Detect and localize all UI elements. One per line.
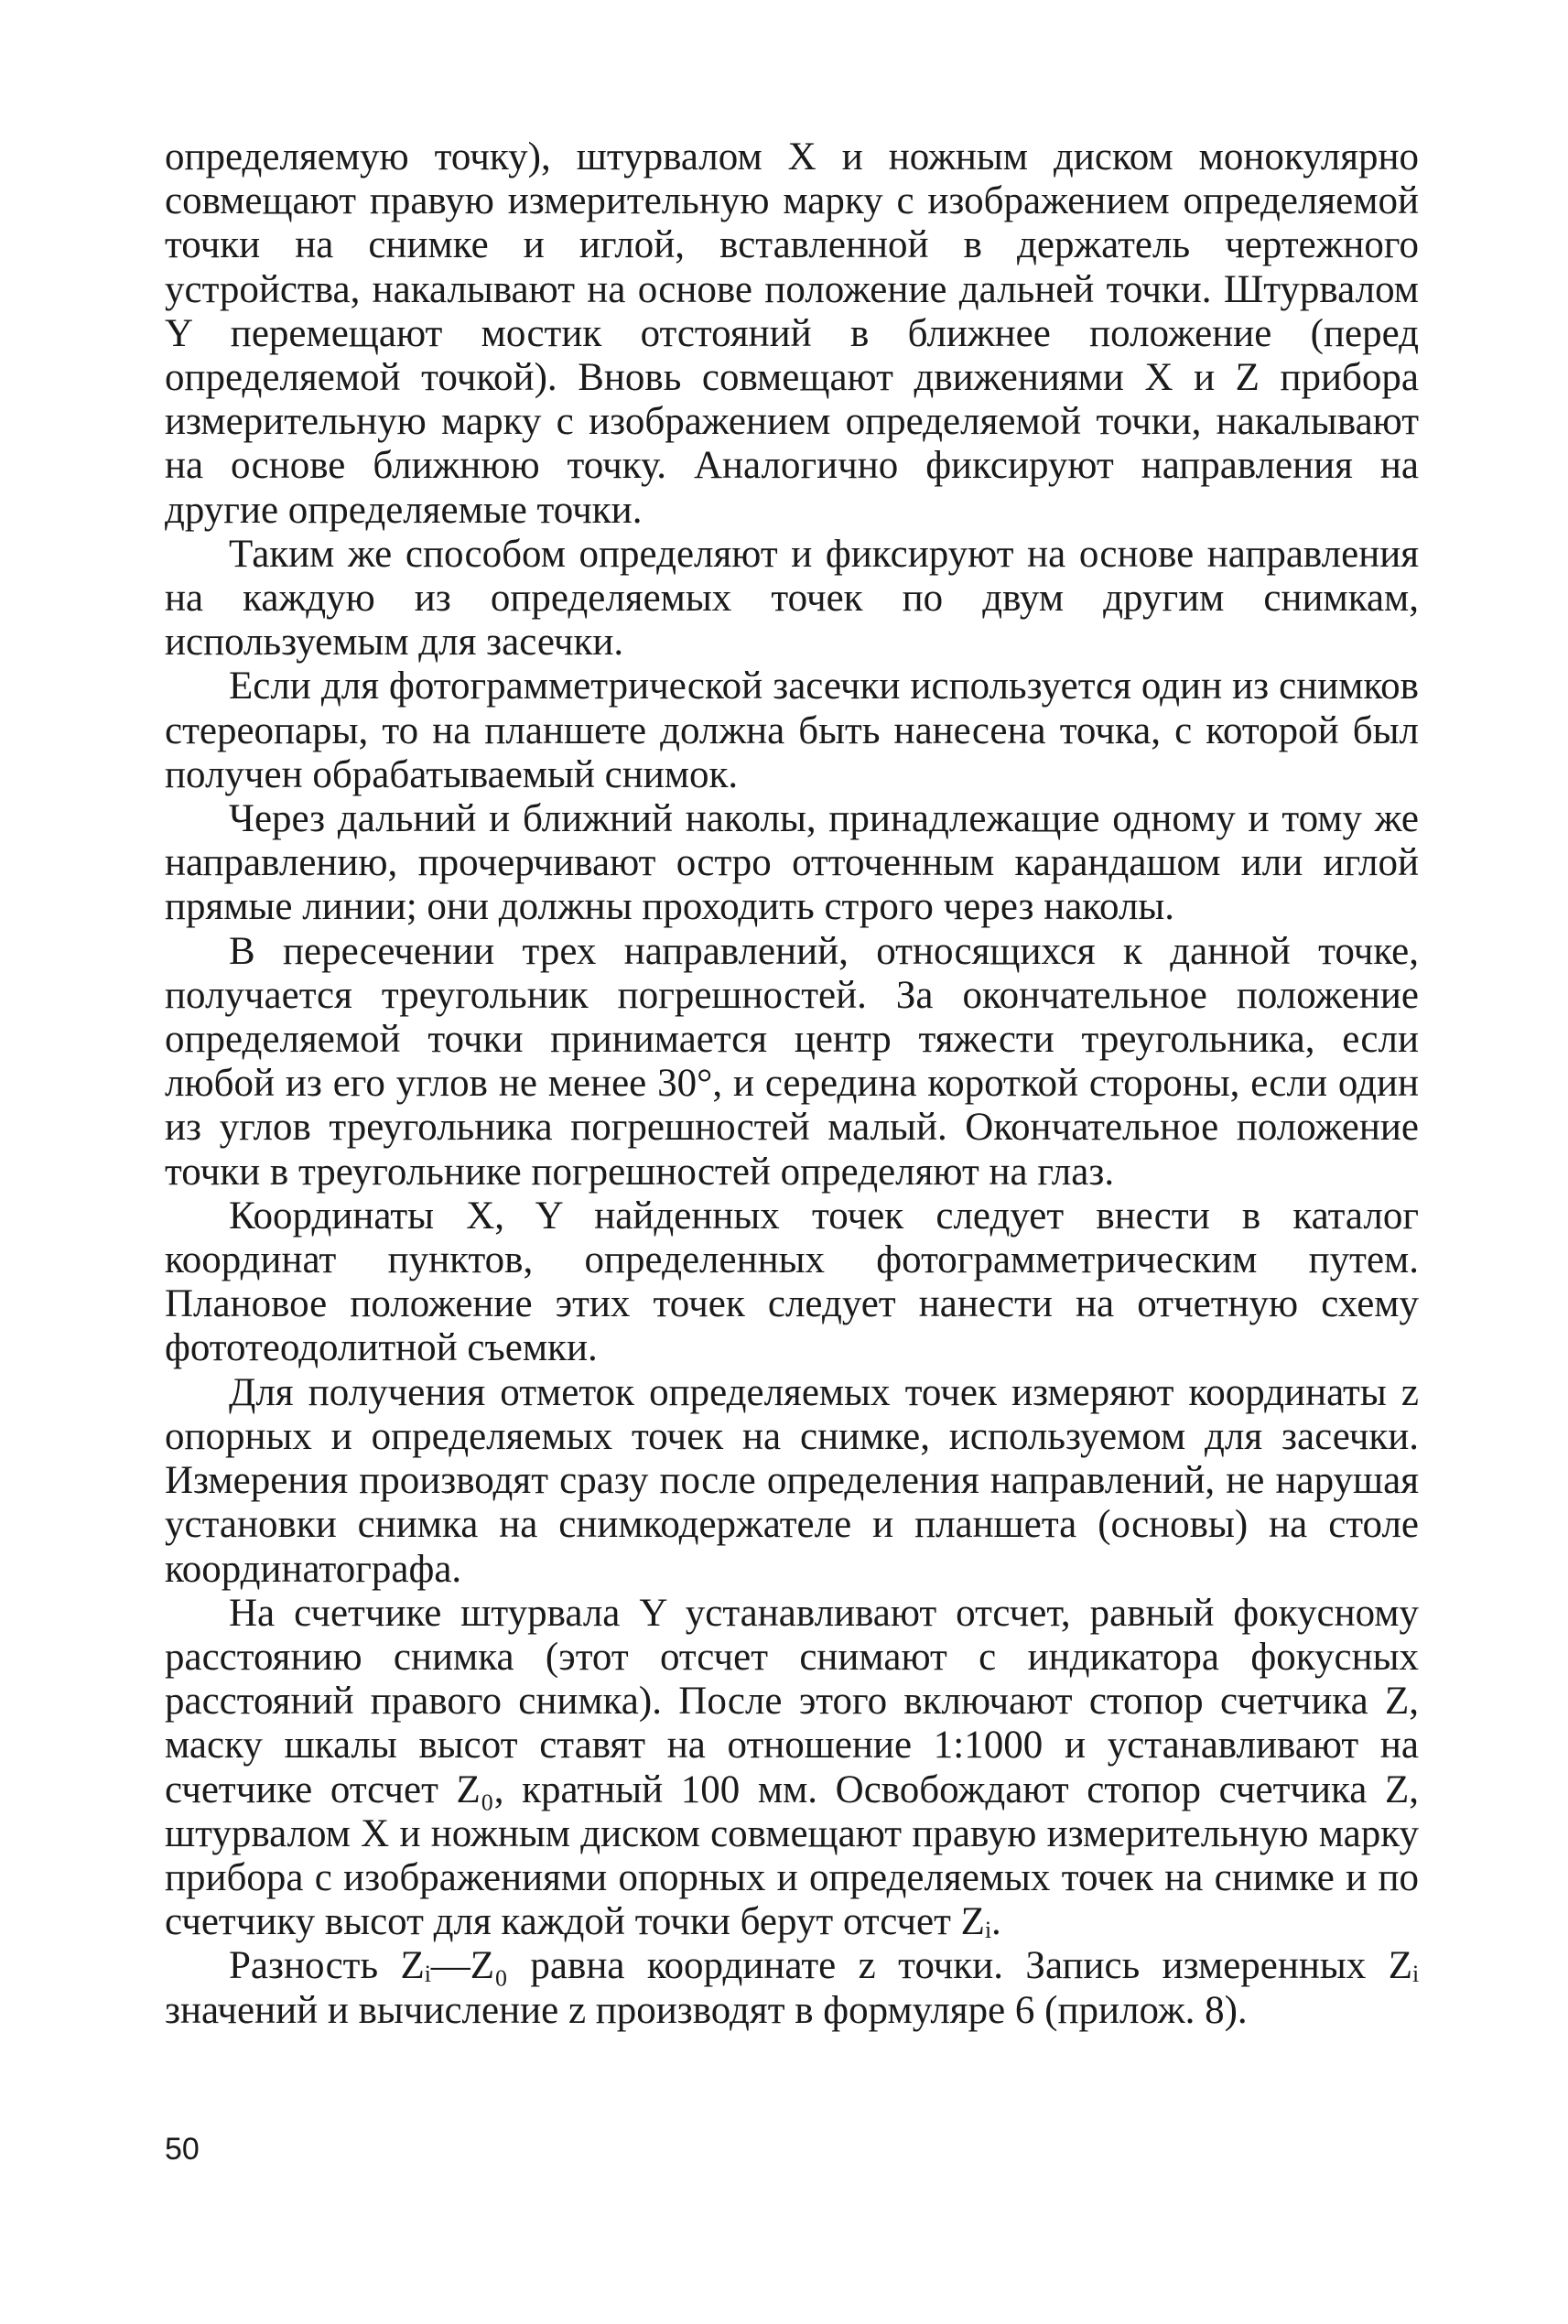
paragraph-9: Разность Zᵢ—Z₀ равна координате z точки. Запись измеренных Zᵢ значений и вычисление z производят в формуляре 6 (прилож. 8). bbox=[165, 1944, 1419, 2032]
paragraph-3: Если для фотограмметрической засечки используется один из снимков стереопары, то на планшете должна быть нанесена точка, с которой был получен обрабатываемый снимок. bbox=[165, 665, 1419, 796]
paragraph-6: Координаты X, Y найденных точек следует внести в каталог координат пунктов, определенных фотограмметрическим путем. Плановое положение этих точек следует нанести на отчетную схему фототеодолитной съемки. bbox=[165, 1194, 1419, 1370]
paragraph-7: Для получения отметок определяемых точек измеряют координаты z опорных и определяемых точек на снимке, используемом для засечки. Измерения производят сразу после определения направлений, не нарушая установки снимка на снимкодержателе и планшета (основы) на столе координатографа. bbox=[165, 1370, 1419, 1591]
paragraph-8: На счетчике штурвала Y устанавливают отсчет, равный фокусному расстоянию снимка (этот отсчет снимают с индикатора фокусных расстояний правого снимка). После этого включают стопор счетчика Z, маску шкалы высот ставят на отношение 1:1000 и устанавливают на счетчике отсчет Z₀, кратный 100 мм. Освобождают стопор счетчика Z, штурвалом X и ножным диском совмещают правую измерительную марку прибора с изображениями опорных и определяемых точек на снимке и по счетчику высот для каждой точки берут отсчет Zᵢ. bbox=[165, 1591, 1419, 1944]
paragraph-1: определяемую точку), штурвалом X и ножным диском монокулярно совмещают правую измерительную марку с изображением определяемой точки на снимке и иглой, вставленной в держатель чертежного устройства, накалывают на основе положение дальней точки. Штурвалом Y перемещают мостик отстояний в ближнее положение (перед определяемой точкой). Вновь совмещают движениями X и Z прибора измерительную марку с изображением определяемой точки, накалывают на основе ближнюю точку. Аналогично фиксируют направления на другие определяемые точки. bbox=[165, 135, 1419, 532]
page-number: 50 bbox=[165, 2132, 200, 2167]
body-text bbox=[165, 135, 1419, 2033]
paragraph-4: Через дальний и ближний наколы, принадлежащие одному и тому же направлению, прочерчивают остро отточенным карандашом или иглой прямые линии; они должны проходить строго через наколы. bbox=[165, 797, 1419, 929]
paragraph-2: Таким же способом определяют и фиксируют на основе направления на каждую из определяемых точек по двум другим снимкам, используемым для засечки. bbox=[165, 532, 1419, 665]
paragraph-5: В пересечении трех направлений, относящихся к данной точке, получается треугольник погрешностей. За окончательное положение определяемой точки принимается центр тяжести треугольника, если любой из его углов не менее 30°, и середина короткой стороны, если один из углов треугольника погрешностей малый. Окончательное положение точки в треугольнике погрешностей определяют на глаз. bbox=[165, 929, 1419, 1194]
